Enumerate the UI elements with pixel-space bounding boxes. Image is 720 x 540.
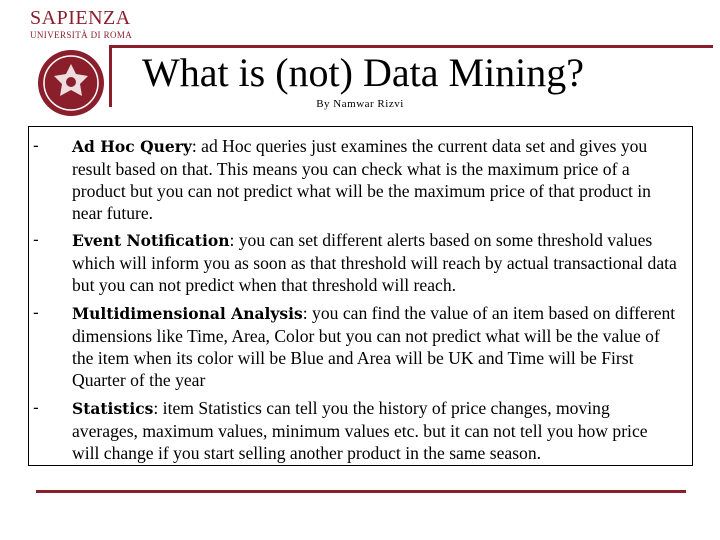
author-subtitle: By Namwar Rizvi [316,98,404,110]
page-title: What is (not) Data Mining? [141,50,585,95]
bullet-dash: - [33,398,39,418]
content-box [28,126,693,466]
item-term: Multidimensional Analysis [72,304,303,323]
item-description: : item Statistics can tell you the history of price changes, moving averages, maximum values, minimum values etc. but it can not tell you how price will change if you start selling another product in the same season. [72,398,648,463]
footer-rule [36,490,686,493]
item-text [72,302,677,391]
logo-subtitle: UNIVERSITÀ DI ROMA [30,30,133,40]
item-description: : you can find the value of an item based on different dimensions like Time, Area, Color but you can not predict what will be the value of the item when its color will be Blue and Area will be UK and Time will be First Quarter of the year [72,303,676,390]
university-logo [30,8,132,40]
item-term: Statistics [72,399,154,418]
item-term: Event Notification [72,231,230,250]
item-text [72,135,677,224]
item-description: : ad Hoc queries just examines the current data set and gives you result based on that. This means you can check what is the maximum price of a product but you can not predict what will be the maximum price of that product in near future. [72,136,651,223]
bullet-dash: - [33,230,39,250]
item-description: : you can set different alerts based on some threshold values which will inform you as soon as that threshold will reach by actual transactional data but you can not predict when that threshold will reach. [72,230,677,295]
logo-name: SAPIENZA [30,7,131,29]
item-term: Ad Hoc Query [72,137,192,156]
bullet-dash: - [33,303,39,323]
bullet-dash: - [33,136,39,156]
item-text [72,397,677,464]
item-text [72,229,677,296]
